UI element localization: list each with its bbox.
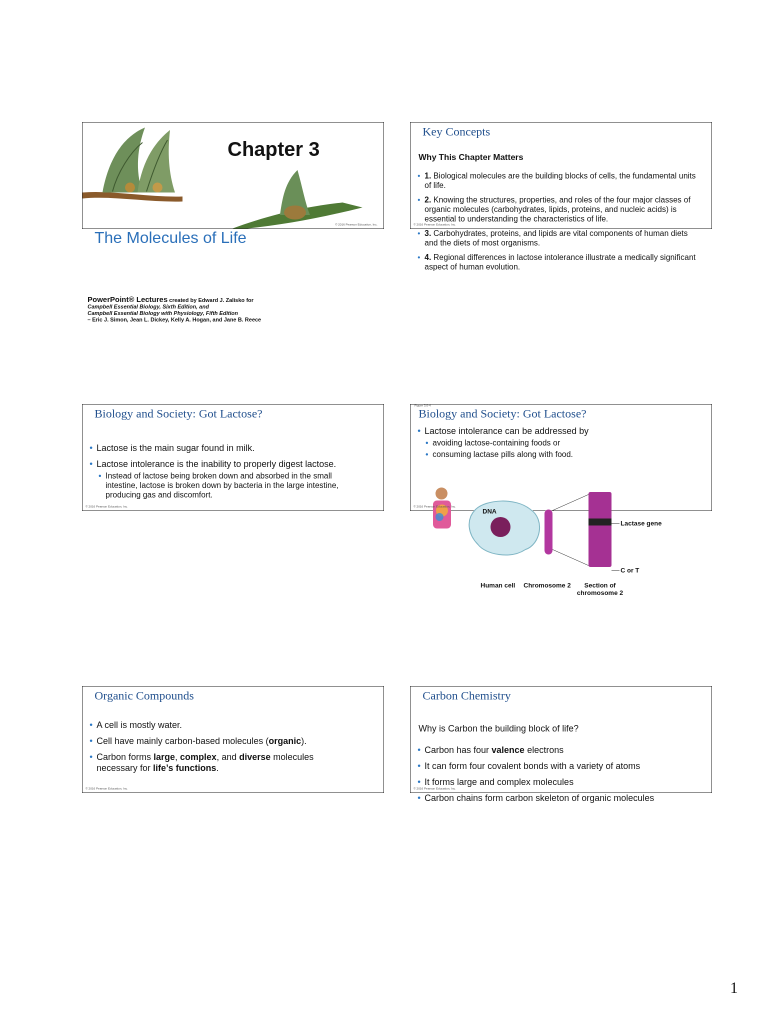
- page-number: 1: [730, 980, 738, 997]
- label-chromosome-2: Chromosome 2: [523, 581, 571, 589]
- section-heading: Why This Chapter Matters: [418, 152, 524, 162]
- credits-lead: PowerPoint® Lectures: [87, 295, 168, 304]
- sub-list: [99, 472, 345, 501]
- slide-heading: Biology and Society: Got Lactose?: [94, 407, 263, 421]
- list-item: • 2. Knowing the structures, properties, and roles of the four major classes of organic molecules (carbohydrates, lipids, proteins, and nucleic acids) is essential to understanding the characteristics of life.: [418, 196, 698, 225]
- slide-heading: Key Concepts: [422, 125, 491, 139]
- copyright: © 2016 Pearson Education, Inc.: [413, 223, 456, 227]
- label-lactase-gene: Lactase gene: [620, 519, 662, 527]
- list-item: • A cell is mostly water.: [90, 720, 320, 731]
- book-title-1: Campbell Essential Biology, Sixth Edition, and: [87, 304, 209, 310]
- bullet-list: [418, 745, 668, 809]
- bullet-list: [90, 443, 345, 506]
- slide-got-lactose-1: [82, 404, 384, 511]
- lactase-gene-figure: [411, 405, 712, 511]
- list-item: • Carbon has four valence electrons: [418, 745, 668, 756]
- list-item: • It can form four covalent bonds with a variety of atoms: [418, 761, 668, 772]
- question-text: Why is Carbon the building block of life?: [418, 723, 579, 734]
- sub-list-item: • • Instead of lactose being broken down and absorbed in the small intestine, lactose is broken down by bacteria in the large intestine, producing gas and discomfort.: [99, 472, 345, 501]
- slide-heading: Organic Compounds: [94, 689, 194, 703]
- copyright: © 2016 Pearson Education, Inc.: [85, 505, 128, 509]
- bullet-list: [90, 720, 320, 779]
- person-head: [436, 488, 448, 500]
- list-item: • Lactose intolerance is the inability to properly digest lactose. • • Instead of lactose being broken down and absorbed in the small intestine, lactose is broken down by bacteria in the large intestine, producing gas and discomfort.: [90, 459, 345, 501]
- slide-got-lactose-2: [410, 404, 712, 597]
- label-dna: DNA: [482, 507, 497, 515]
- list-item: • Cell have mainly carbon-based molecules (organic).: [90, 736, 320, 747]
- list-item: • 4. Regional differences in lactose intolerance illustrate a medically significant aspect of human evolution.: [418, 253, 698, 272]
- concept-list: [418, 172, 698, 278]
- slide-heading: Biology and Society: Got Lactose?: [418, 407, 587, 421]
- list-item: • It forms large and complex molecules: [418, 777, 668, 788]
- credits-block: [88, 297, 298, 324]
- label-section: Section of chromosome 2: [576, 581, 624, 597]
- list-item: • 1. Biological molecules are the building blocks of cells, the fundamental units of life.: [418, 172, 698, 191]
- list-item: • Carbon chains form carbon skeleton of organic molecules: [418, 793, 668, 804]
- copyright: © 2016 Pearson Education, Inc.: [85, 787, 128, 791]
- slide-heading: Carbon Chemistry: [422, 689, 511, 703]
- slide-carbon-chemistry: [410, 686, 712, 803]
- copyright: © 2016 Pearson Education, Inc.: [335, 223, 378, 227]
- lactase-gene-band: [589, 519, 612, 526]
- copyright: © 2016 Pearson Education, Inc.: [413, 787, 456, 791]
- book-title-2: Campbell Essential Biology with Physiology, Fifth Edition: [87, 310, 238, 317]
- authors: – Eric J. Simon, Jean L. Dickey, Kelly A. Hogan, and Jane B. Reece: [87, 317, 262, 323]
- label-human-cell: Human cell: [480, 581, 516, 589]
- slide-subtitle: The Molecules of Life: [94, 228, 247, 247]
- slide-key-concepts: [410, 122, 712, 272]
- chapter-heading: Chapter 3: [227, 138, 320, 161]
- credits-by: created by Edward J. Zalisko for: [167, 297, 254, 304]
- slide-title: [82, 122, 384, 323]
- copyright: © 2016 Pearson Education, Inc.: [413, 505, 456, 509]
- cell-nucleus: [491, 517, 511, 537]
- sub-list-item: • • consuming lactase pills along with food.: [426, 450, 698, 460]
- sub-list-item: • • avoiding lactose-containing foods or: [426, 439, 698, 449]
- list-item: • Lactose is the main sugar found in milk.: [90, 443, 345, 454]
- chromosome-2: [545, 510, 553, 555]
- list-item: • Lactose intolerance can be addressed by • • avoiding lactose-containing foods or • • consuming lactase pills along with food.: [418, 426, 698, 460]
- figure-tag: Figure 3.0-4: [414, 404, 431, 408]
- list-item: • 3. Carbohydrates, proteins, and lipids are vital components of human diets and the diets of most organisms.: [418, 229, 698, 248]
- slide-organic-compounds: [82, 686, 384, 793]
- chromosome-section: [589, 492, 612, 567]
- list-item: • Carbon forms large, complex, and diverse molecules necessary for life’s functions.: [90, 752, 320, 774]
- label-c-or-t: C or T: [620, 566, 640, 574]
